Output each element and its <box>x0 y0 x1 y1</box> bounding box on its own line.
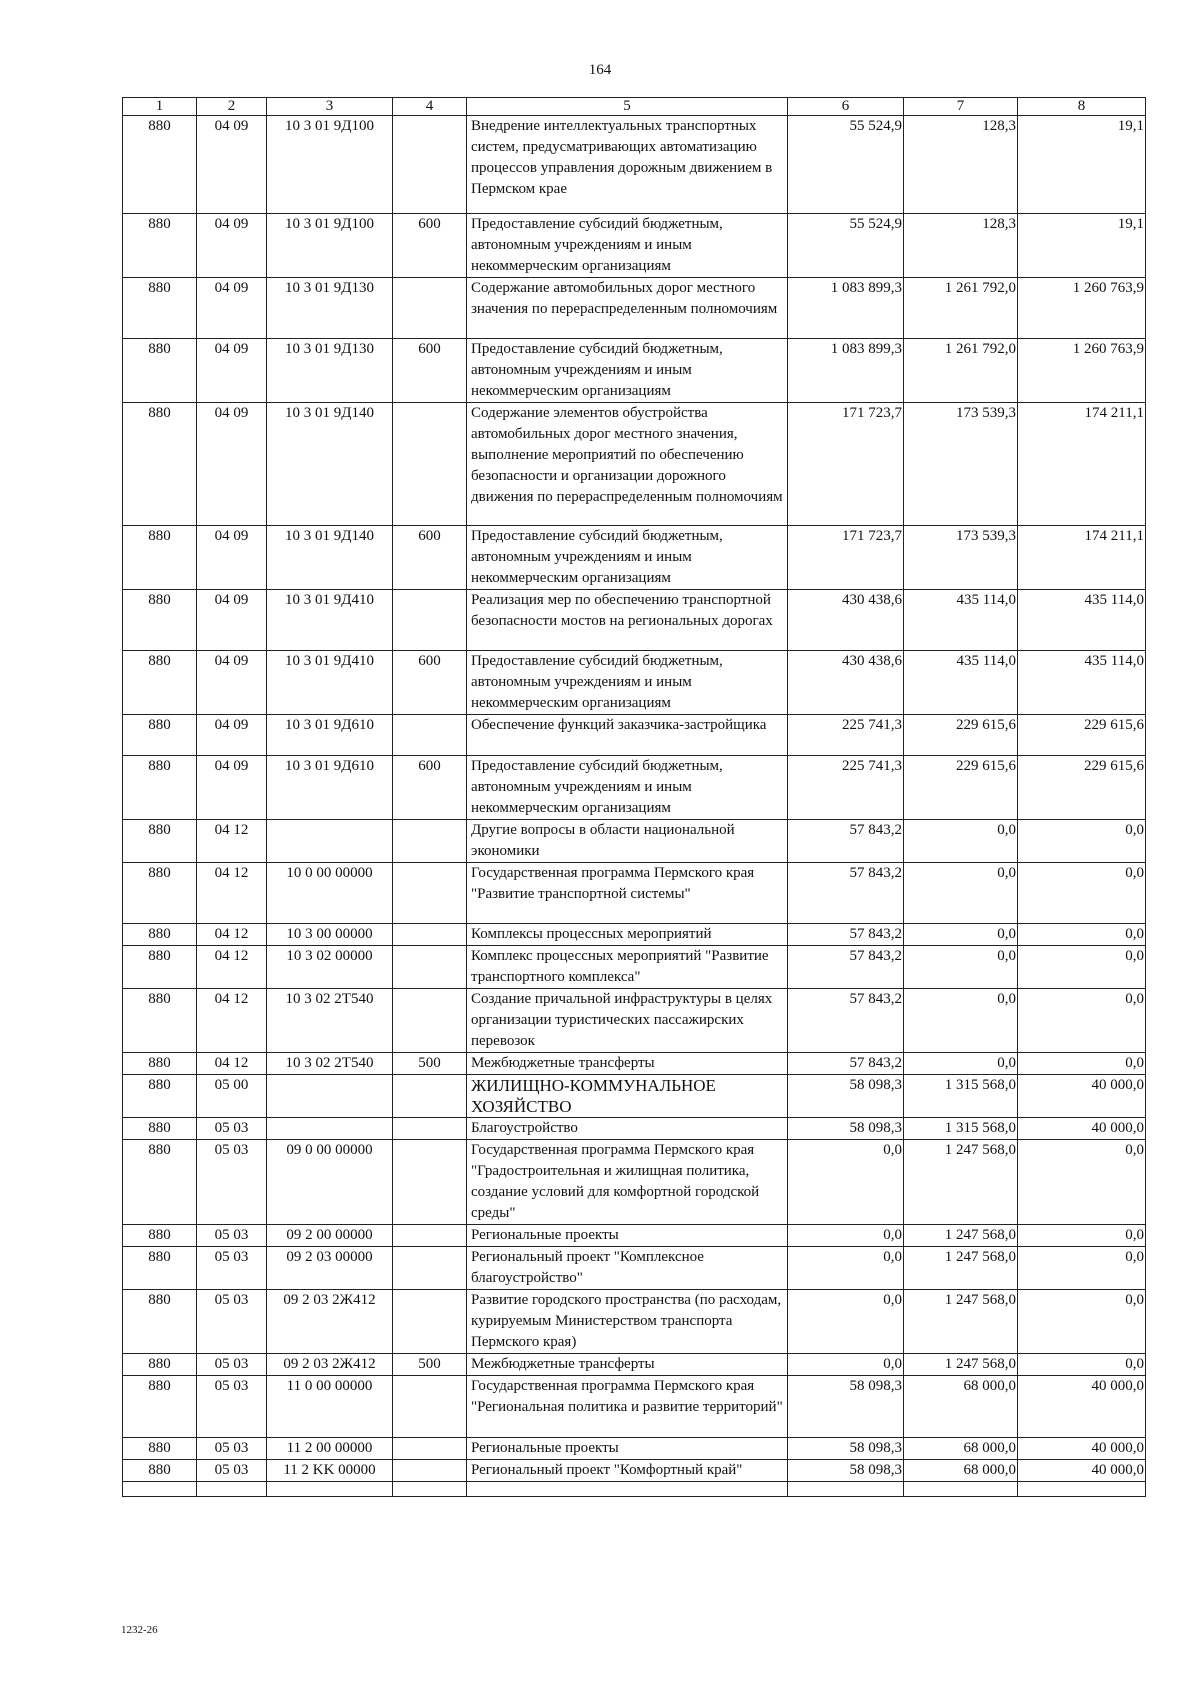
description-cell: Другие вопросы в области национальной экономики <box>467 820 788 863</box>
target-article-cell: 10 3 01 9Д140 <box>267 403 393 526</box>
target-article-cell <box>267 1118 393 1140</box>
amount-year1-cell: 58 098,3 <box>788 1118 904 1140</box>
amount-year1-cell: 58 098,3 <box>788 1376 904 1438</box>
target-article-cell: 11 2 00 00000 <box>267 1438 393 1460</box>
amount-year2-cell: 173 539,3 <box>904 403 1018 526</box>
amount-year2-cell: 0,0 <box>904 863 1018 924</box>
page-number: 164 <box>588 62 612 78</box>
amount-year2-cell: 68 000,0 <box>904 1376 1018 1438</box>
amount-year2-cell: 0,0 <box>904 946 1018 989</box>
column-header-4: 4 <box>393 98 467 116</box>
table-row <box>123 1075 1146 1118</box>
amount-year3-cell: 229 615,6 <box>1018 756 1146 820</box>
budget-table-wrapper <box>122 97 1145 1497</box>
amount-year1-cell: 0,0 <box>788 1247 904 1290</box>
amount-year1-cell: 58 098,3 <box>788 1075 904 1118</box>
target-article-cell: 10 3 01 9Д130 <box>267 278 393 339</box>
table-row-empty <box>123 1482 1146 1497</box>
amount-year3-cell: 0,0 <box>1018 1225 1146 1247</box>
table-row <box>123 116 1146 214</box>
amount-year3-cell: 0,0 <box>1018 1140 1146 1225</box>
grbs-code-cell: 880 <box>123 1118 197 1140</box>
description-cell: Содержание элементов обустройства автомобильных дорог местного значения, выполнение мероприятий по обеспечению безопасности и организации дорожного движения по перераспределенным полномочиям <box>467 403 788 526</box>
expense-type-cell: 500 <box>393 1354 467 1376</box>
amount-year2-cell: 128,3 <box>904 214 1018 278</box>
grbs-code-cell: 880 <box>123 1053 197 1075</box>
amount-year3-cell: 0,0 <box>1018 820 1146 863</box>
expense-type-cell: 500 <box>393 1053 467 1075</box>
grbs-code-cell: 880 <box>123 278 197 339</box>
amount-year1-cell: 58 098,3 <box>788 1460 904 1482</box>
target-article-cell: 10 3 02 2Т540 <box>267 1053 393 1075</box>
grbs-code-cell: 880 <box>123 946 197 989</box>
table-row <box>123 403 1146 526</box>
amount-year3-cell: 0,0 <box>1018 1354 1146 1376</box>
amount-year2-cell: 0,0 <box>904 820 1018 863</box>
description-cell: Обеспечение функций заказчика-застройщика <box>467 715 788 756</box>
expense-type-cell <box>393 278 467 339</box>
section-code-cell: 04 09 <box>197 339 267 403</box>
target-article-cell: 10 3 00 00000 <box>267 924 393 946</box>
amount-year2-cell: 0,0 <box>904 1053 1018 1075</box>
amount-year2-cell: 0,0 <box>904 989 1018 1053</box>
description-cell: Создание причальной инфраструктуры в целях организации туристических пассажирских перевозок <box>467 989 788 1053</box>
target-article-cell: 09 2 00 00000 <box>267 1225 393 1247</box>
table-row <box>123 1053 1146 1075</box>
expense-type-cell <box>393 989 467 1053</box>
section-code-cell: 04 12 <box>197 946 267 989</box>
amount-year2-cell: 128,3 <box>904 116 1018 214</box>
expense-type-cell <box>393 1140 467 1225</box>
section-code-cell: 04 09 <box>197 651 267 715</box>
section-code-cell: 05 03 <box>197 1118 267 1140</box>
description-cell: Развитие городского пространства (по расходам, курируемым Министерством транспорта Пермского края) <box>467 1290 788 1354</box>
table-row <box>123 651 1146 715</box>
amount-year3-cell: 1 260 763,9 <box>1018 339 1146 403</box>
amount-year3-cell: 0,0 <box>1018 1247 1146 1290</box>
table-row <box>123 590 1146 651</box>
target-article-cell: 09 2 03 00000 <box>267 1247 393 1290</box>
expense-type-cell <box>393 1376 467 1438</box>
amount-year2-cell: 1 247 568,0 <box>904 1247 1018 1290</box>
target-article-cell: 10 3 01 9Д100 <box>267 214 393 278</box>
amount-year2-cell: 229 615,6 <box>904 715 1018 756</box>
amount-year2-cell: 68 000,0 <box>904 1460 1018 1482</box>
section-code-cell: 05 00 <box>197 1075 267 1118</box>
amount-year2-cell: 0,0 <box>904 924 1018 946</box>
section-code-cell: 04 09 <box>197 116 267 214</box>
amount-year2-cell: 1 247 568,0 <box>904 1290 1018 1354</box>
amount-year1-cell: 225 741,3 <box>788 715 904 756</box>
section-code-cell: 04 12 <box>197 820 267 863</box>
table-row <box>123 1140 1146 1225</box>
empty-cell <box>267 1482 393 1497</box>
expense-type-cell <box>393 715 467 756</box>
expense-type-cell <box>393 1247 467 1290</box>
description-cell: Благоустройство <box>467 1118 788 1140</box>
section-code-cell: 04 12 <box>197 863 267 924</box>
grbs-code-cell: 880 <box>123 1354 197 1376</box>
section-code-cell: 04 12 <box>197 989 267 1053</box>
grbs-code-cell: 880 <box>123 339 197 403</box>
grbs-code-cell: 880 <box>123 214 197 278</box>
amount-year2-cell: 1 247 568,0 <box>904 1225 1018 1247</box>
expense-type-cell <box>393 820 467 863</box>
amount-year1-cell: 171 723,7 <box>788 526 904 590</box>
grbs-code-cell: 880 <box>123 526 197 590</box>
section-code-cell: 05 03 <box>197 1140 267 1225</box>
empty-cell <box>1018 1482 1146 1497</box>
grbs-code-cell: 880 <box>123 1460 197 1482</box>
amount-year2-cell: 1 315 568,0 <box>904 1075 1018 1118</box>
amount-year3-cell: 40 000,0 <box>1018 1075 1146 1118</box>
section-code-cell: 04 09 <box>197 403 267 526</box>
table-row <box>123 1438 1146 1460</box>
description-cell: Предоставление субсидий бюджетным, автономным учреждениям и иным некоммерческим организациям <box>467 651 788 715</box>
expense-type-cell <box>393 1290 467 1354</box>
section-code-cell: 05 03 <box>197 1376 267 1438</box>
amount-year3-cell: 0,0 <box>1018 863 1146 924</box>
amount-year1-cell: 1 083 899,3 <box>788 339 904 403</box>
description-cell: Государственная программа Пермского края "Градостроительная и жилищная политика, создание условий для комфортной городской среды" <box>467 1140 788 1225</box>
amount-year3-cell: 174 211,1 <box>1018 403 1146 526</box>
grbs-code-cell: 880 <box>123 403 197 526</box>
amount-year3-cell: 174 211,1 <box>1018 526 1146 590</box>
amount-year2-cell: 1 247 568,0 <box>904 1140 1018 1225</box>
expense-type-cell <box>393 946 467 989</box>
table-row <box>123 924 1146 946</box>
section-code-cell: 05 03 <box>197 1460 267 1482</box>
grbs-code-cell: 880 <box>123 1438 197 1460</box>
amount-year2-cell: 435 114,0 <box>904 590 1018 651</box>
grbs-code-cell: 880 <box>123 989 197 1053</box>
table-row <box>123 1225 1146 1247</box>
column-header-3: 3 <box>267 98 393 116</box>
grbs-code-cell: 880 <box>123 863 197 924</box>
section-code-cell: 05 03 <box>197 1354 267 1376</box>
grbs-code-cell: 880 <box>123 1376 197 1438</box>
table-row <box>123 946 1146 989</box>
column-header-5: 5 <box>467 98 788 116</box>
target-article-cell: 10 3 01 9Д410 <box>267 590 393 651</box>
expense-type-cell: 600 <box>393 526 467 590</box>
amount-year3-cell: 40 000,0 <box>1018 1376 1146 1438</box>
description-cell: Региональный проект "Комфортный край" <box>467 1460 788 1482</box>
target-article-cell: 10 3 01 9Д130 <box>267 339 393 403</box>
amount-year2-cell: 1 261 792,0 <box>904 339 1018 403</box>
column-header-1: 1 <box>123 98 197 116</box>
table-row <box>123 989 1146 1053</box>
target-article-cell: 10 3 01 9Д610 <box>267 756 393 820</box>
section-code-cell: 05 03 <box>197 1438 267 1460</box>
empty-cell <box>197 1482 267 1497</box>
description-cell: Комплекс процессных мероприятий "Развитие транспортного комплекса" <box>467 946 788 989</box>
grbs-code-cell: 880 <box>123 820 197 863</box>
table-row <box>123 214 1146 278</box>
section-code-cell: 04 09 <box>197 756 267 820</box>
table-body <box>123 116 1146 1497</box>
target-article-cell: 10 3 01 9Д100 <box>267 116 393 214</box>
expense-type-cell <box>393 924 467 946</box>
expense-type-cell <box>393 1118 467 1140</box>
amount-year3-cell: 0,0 <box>1018 989 1146 1053</box>
target-article-cell: 09 0 00 00000 <box>267 1140 393 1225</box>
section-code-cell: 05 03 <box>197 1225 267 1247</box>
amount-year3-cell: 0,0 <box>1018 946 1146 989</box>
amount-year1-cell: 430 438,6 <box>788 651 904 715</box>
amount-year1-cell: 0,0 <box>788 1140 904 1225</box>
table-row <box>123 1247 1146 1290</box>
grbs-code-cell: 880 <box>123 1140 197 1225</box>
document-code: 1232-26 <box>121 1624 158 1636</box>
grbs-code-cell: 880 <box>123 1290 197 1354</box>
column-header-2: 2 <box>197 98 267 116</box>
target-article-cell: 10 3 01 9Д410 <box>267 651 393 715</box>
description-cell: Предоставление субсидий бюджетным, автономным учреждениям и иным некоммерческим организациям <box>467 526 788 590</box>
header-row <box>123 98 1146 116</box>
description-cell: Региональные проекты <box>467 1225 788 1247</box>
target-article-cell: 10 3 01 9Д610 <box>267 715 393 756</box>
amount-year1-cell: 57 843,2 <box>788 946 904 989</box>
budget-table <box>122 97 1146 1497</box>
expense-type-cell <box>393 1460 467 1482</box>
amount-year1-cell: 0,0 <box>788 1225 904 1247</box>
description-cell: Реализация мер по обеспечению транспортной безопасности мостов на региональных дорогах <box>467 590 788 651</box>
target-article-cell: 11 0 00 00000 <box>267 1376 393 1438</box>
amount-year3-cell: 0,0 <box>1018 924 1146 946</box>
expense-type-cell: 600 <box>393 214 467 278</box>
description-cell: Региональные проекты <box>467 1438 788 1460</box>
target-article-cell: 10 3 01 9Д140 <box>267 526 393 590</box>
expense-type-cell <box>393 1075 467 1118</box>
description-cell: Комплексы процессных мероприятий <box>467 924 788 946</box>
amount-year2-cell: 435 114,0 <box>904 651 1018 715</box>
description-cell: Региональный проект "Комплексное благоустройство" <box>467 1247 788 1290</box>
amount-year1-cell: 1 083 899,3 <box>788 278 904 339</box>
amount-year3-cell: 0,0 <box>1018 1053 1146 1075</box>
column-header-7: 7 <box>904 98 1018 116</box>
grbs-code-cell: 880 <box>123 1247 197 1290</box>
target-article-cell: 11 2 KK 00000 <box>267 1460 393 1482</box>
table-row <box>123 715 1146 756</box>
grbs-code-cell: 880 <box>123 924 197 946</box>
amount-year1-cell: 171 723,7 <box>788 403 904 526</box>
section-code-cell: 04 09 <box>197 715 267 756</box>
amount-year1-cell: 55 524,9 <box>788 116 904 214</box>
amount-year2-cell: 68 000,0 <box>904 1438 1018 1460</box>
target-article-cell <box>267 1075 393 1118</box>
grbs-code-cell: 880 <box>123 590 197 651</box>
table-row <box>123 278 1146 339</box>
grbs-code-cell: 880 <box>123 1075 197 1118</box>
amount-year3-cell: 0,0 <box>1018 1290 1146 1354</box>
empty-cell <box>904 1482 1018 1497</box>
expense-type-cell <box>393 1225 467 1247</box>
description-cell: Государственная программа Пермского края "Развитие транспортной системы" <box>467 863 788 924</box>
expense-type-cell <box>393 863 467 924</box>
section-code-cell: 04 12 <box>197 924 267 946</box>
grbs-code-cell: 880 <box>123 715 197 756</box>
amount-year3-cell: 1 260 763,9 <box>1018 278 1146 339</box>
target-article-cell: 10 3 02 2Т540 <box>267 989 393 1053</box>
table-row <box>123 1460 1146 1482</box>
section-code-cell: 05 03 <box>197 1247 267 1290</box>
amount-year3-cell: 435 114,0 <box>1018 651 1146 715</box>
amount-year3-cell: 229 615,6 <box>1018 715 1146 756</box>
description-cell: Межбюджетные трансферты <box>467 1053 788 1075</box>
expense-type-cell <box>393 403 467 526</box>
amount-year3-cell: 40 000,0 <box>1018 1118 1146 1140</box>
table-row <box>123 1376 1146 1438</box>
target-article-cell: 09 2 03 2Ж412 <box>267 1354 393 1376</box>
table-row <box>123 820 1146 863</box>
target-article-cell: 09 2 03 2Ж412 <box>267 1290 393 1354</box>
table-row <box>123 1118 1146 1140</box>
empty-cell <box>123 1482 197 1497</box>
section-code-cell: 04 12 <box>197 1053 267 1075</box>
amount-year3-cell: 40 000,0 <box>1018 1460 1146 1482</box>
amount-year1-cell: 55 524,9 <box>788 214 904 278</box>
column-header-8: 8 <box>1018 98 1146 116</box>
amount-year1-cell: 58 098,3 <box>788 1438 904 1460</box>
amount-year3-cell: 435 114,0 <box>1018 590 1146 651</box>
section-code-cell: 04 09 <box>197 526 267 590</box>
expense-type-cell <box>393 1438 467 1460</box>
description-cell: Внедрение интеллектуальных транспортных систем, предусматривающих автоматизацию процессов управления дорожным движением в Пермском крае <box>467 116 788 214</box>
description-cell: Межбюджетные трансферты <box>467 1354 788 1376</box>
section-code-cell: 04 09 <box>197 214 267 278</box>
amount-year2-cell: 173 539,3 <box>904 526 1018 590</box>
description-cell: Государственная программа Пермского края "Региональная политика и развитие территорий" <box>467 1376 788 1438</box>
empty-cell <box>393 1482 467 1497</box>
section-code-cell: 04 09 <box>197 590 267 651</box>
description-cell: Содержание автомобильных дорог местного значения по перераспределенным полномочиям <box>467 278 788 339</box>
table-row <box>123 526 1146 590</box>
amount-year3-cell: 40 000,0 <box>1018 1438 1146 1460</box>
amount-year1-cell: 57 843,2 <box>788 820 904 863</box>
amount-year3-cell: 19,1 <box>1018 214 1146 278</box>
expense-type-cell <box>393 116 467 214</box>
section-code-cell: 05 03 <box>197 1290 267 1354</box>
amount-year1-cell: 0,0 <box>788 1290 904 1354</box>
grbs-code-cell: 880 <box>123 1225 197 1247</box>
table-row <box>123 863 1146 924</box>
amount-year1-cell: 225 741,3 <box>788 756 904 820</box>
description-cell: Предоставление субсидий бюджетным, автономным учреждениям и иным некоммерческим организациям <box>467 756 788 820</box>
amount-year1-cell: 57 843,2 <box>788 989 904 1053</box>
amount-year1-cell: 0,0 <box>788 1354 904 1376</box>
expense-type-cell: 600 <box>393 756 467 820</box>
amount-year1-cell: 57 843,2 <box>788 924 904 946</box>
target-article-cell: 10 0 00 00000 <box>267 863 393 924</box>
expense-type-cell: 600 <box>393 651 467 715</box>
empty-cell <box>788 1482 904 1497</box>
expense-type-cell <box>393 590 467 651</box>
section-code-cell: 04 09 <box>197 278 267 339</box>
table-row <box>123 1290 1146 1354</box>
amount-year3-cell: 19,1 <box>1018 116 1146 214</box>
expense-type-cell: 600 <box>393 339 467 403</box>
amount-year1-cell: 430 438,6 <box>788 590 904 651</box>
amount-year2-cell: 1 261 792,0 <box>904 278 1018 339</box>
amount-year1-cell: 57 843,2 <box>788 863 904 924</box>
grbs-code-cell: 880 <box>123 651 197 715</box>
amount-year2-cell: 229 615,6 <box>904 756 1018 820</box>
grbs-code-cell: 880 <box>123 756 197 820</box>
amount-year2-cell: 1 247 568,0 <box>904 1354 1018 1376</box>
amount-year1-cell: 57 843,2 <box>788 1053 904 1075</box>
target-article-cell <box>267 820 393 863</box>
column-header-6: 6 <box>788 98 904 116</box>
description-cell: Предоставление субсидий бюджетным, автономным учреждениям и иным некоммерческим организациям <box>467 339 788 403</box>
empty-cell <box>467 1482 788 1497</box>
description-cell: ЖИЛИЩНО-КОММУНАЛЬНОЕ ХОЗЯЙСТВО <box>467 1075 788 1118</box>
description-cell: Предоставление субсидий бюджетным, автономным учреждениям и иным некоммерческим организациям <box>467 214 788 278</box>
target-article-cell: 10 3 02 00000 <box>267 946 393 989</box>
table-row <box>123 756 1146 820</box>
table-row <box>123 339 1146 403</box>
table-row <box>123 1354 1146 1376</box>
grbs-code-cell: 880 <box>123 116 197 214</box>
amount-year2-cell: 1 315 568,0 <box>904 1118 1018 1140</box>
